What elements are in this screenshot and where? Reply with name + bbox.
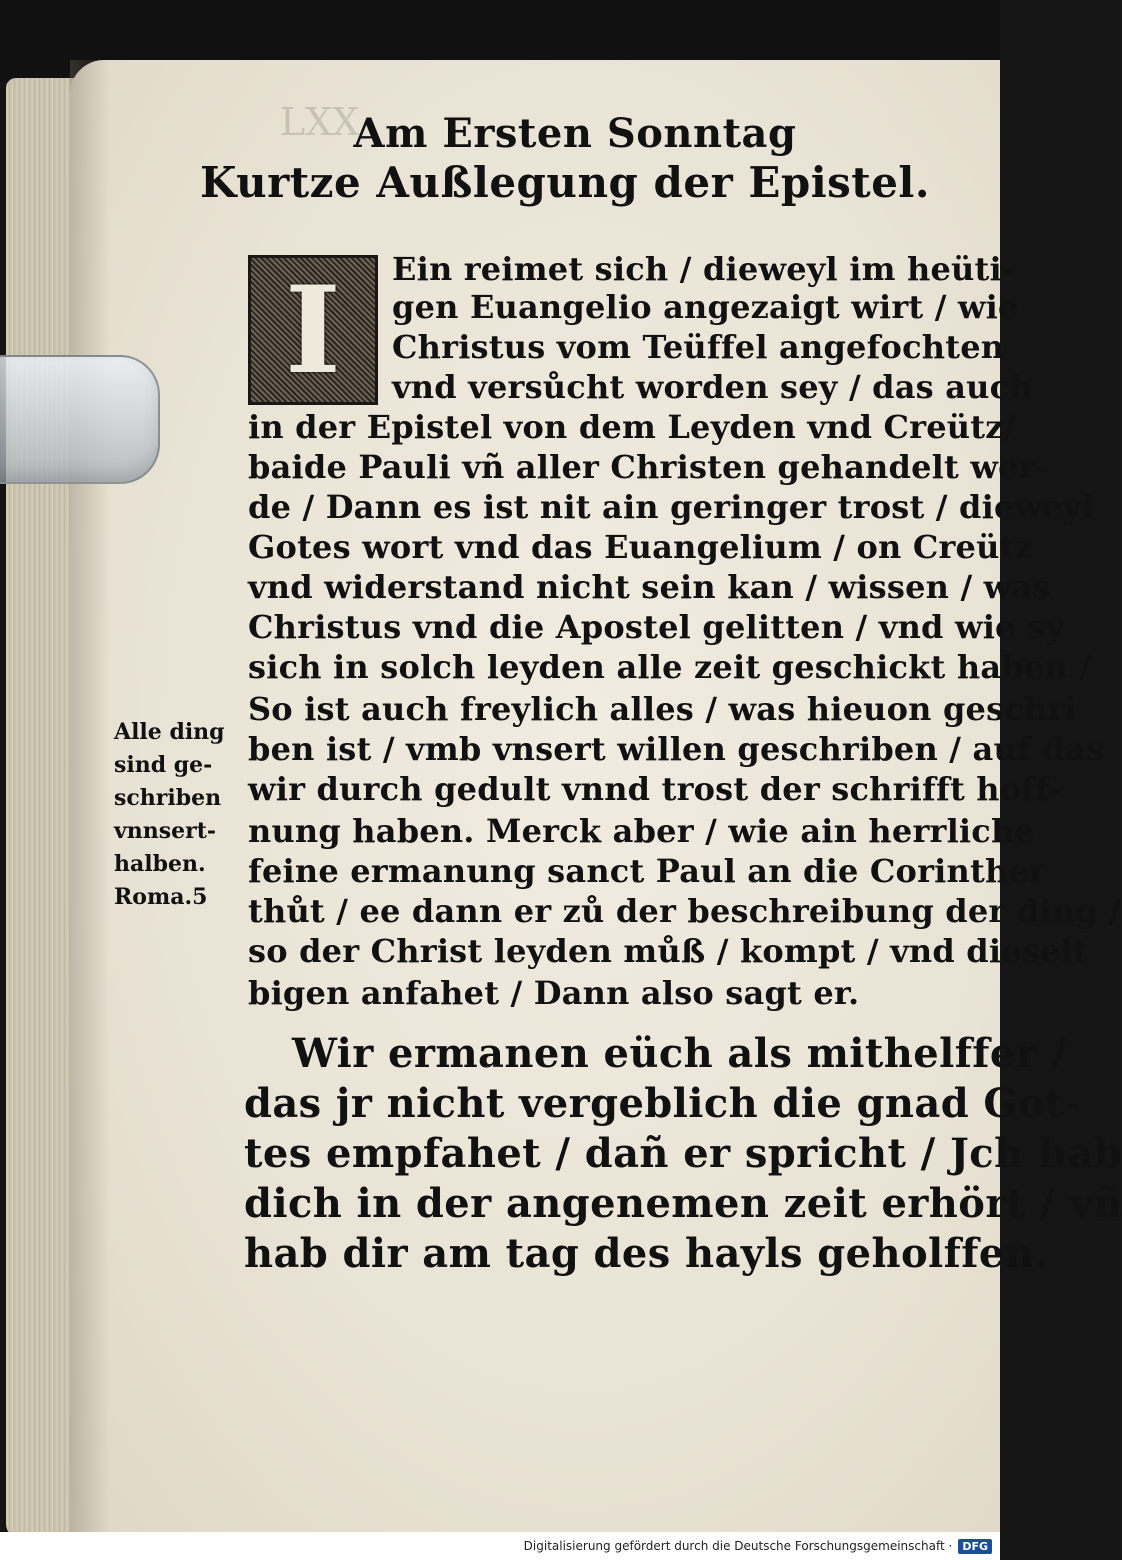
page-heading: Am Ersten Sonntag — [353, 110, 797, 157]
body-line: Christus vom Teüffel angefochten — [392, 328, 1005, 366]
marginal-note-line: schriben — [114, 785, 222, 811]
book-page-edges — [6, 78, 80, 1538]
body-line: gen Euangelio angezaigt wirt / wie — [392, 288, 1019, 326]
body-line: thůt / ee dann er zů der beschreibung der ding / — [248, 892, 1122, 930]
quote-line: Wir ermanen eüch als mithelffer / — [292, 1030, 1067, 1077]
quote-line: das jr nicht vergeblich die gnad Got- — [244, 1080, 1081, 1127]
body-line: nung haben. Merck aber / wie ain herrliche — [248, 812, 1035, 850]
footer-bar — [0, 1532, 1000, 1560]
marginal-note-line: halben. — [114, 851, 206, 877]
quote-line: hab dir am tag des hayls geholffen. — [244, 1230, 1049, 1277]
body-line: vnd widerstand nicht sein kan / wissen / was — [248, 568, 1051, 606]
quote-line: dich in der angenemen zeit erhört / vñ — [244, 1180, 1122, 1227]
body-line: baide Pauli vñ aller Christen gehandelt wer- — [248, 448, 1050, 486]
marginal-note-line: Alle ding — [114, 719, 225, 745]
page-gutter-shadow — [70, 60, 110, 1540]
body-line: vnd versůcht worden sey / das auch — [392, 368, 1033, 406]
body-line: So ist auch freylich alles / was hieuon geschri — [248, 690, 1077, 728]
body-line: feine ermanung sanct Paul an die Corinther — [248, 852, 1047, 890]
body-line: de / Dann es ist nit ain geringer trost / dieweyl — [248, 488, 1094, 526]
dfg-logo: DFG — [958, 1539, 992, 1554]
decorated-initial — [248, 255, 378, 405]
bookmark-clip — [0, 355, 160, 484]
body-line: sich in solch leyden alle zeit geschickt haben / — [248, 648, 1092, 686]
body-line: bigen anfahet / Dann also sagt er. — [248, 974, 860, 1012]
body-line: Christus vnd die Apostel gelitten / vnd wie sy — [248, 608, 1064, 646]
marginal-note-line: Roma.5 — [114, 884, 208, 910]
body-line: wir durch gedult vnnd trost der schrifft hoff- — [248, 770, 1062, 808]
body-line: in der Epistel von dem Leyden vnd Creütz/ — [248, 408, 1016, 446]
body-line: ben ist / vmb vnsert willen geschriben / auf das — [248, 730, 1104, 768]
body-line: so der Christ leyden můß / kompt / vnd dieselt — [248, 932, 1088, 970]
bleed-page-number: LXX — [280, 100, 360, 144]
body-line: Gotes wort vnd das Euangelium / on Creütz — [248, 528, 1033, 566]
footer-credit: Digitalisierung gefördert durch die Deutsche Forschungsgemeinschaft · — [523, 1539, 953, 1553]
page-subheading: Kurtze Außlegung der Epistel. — [200, 158, 930, 207]
body-line: Ein reimet sich / dieweyl im heüti- — [392, 250, 1016, 288]
marginal-note-line: sind ge- — [114, 752, 213, 778]
quote-line: tes empfahet / dañ er spricht / Jch hab — [244, 1130, 1122, 1177]
initial-letter: I — [284, 259, 342, 401]
marginal-note-line: vnnsert- — [114, 818, 217, 844]
